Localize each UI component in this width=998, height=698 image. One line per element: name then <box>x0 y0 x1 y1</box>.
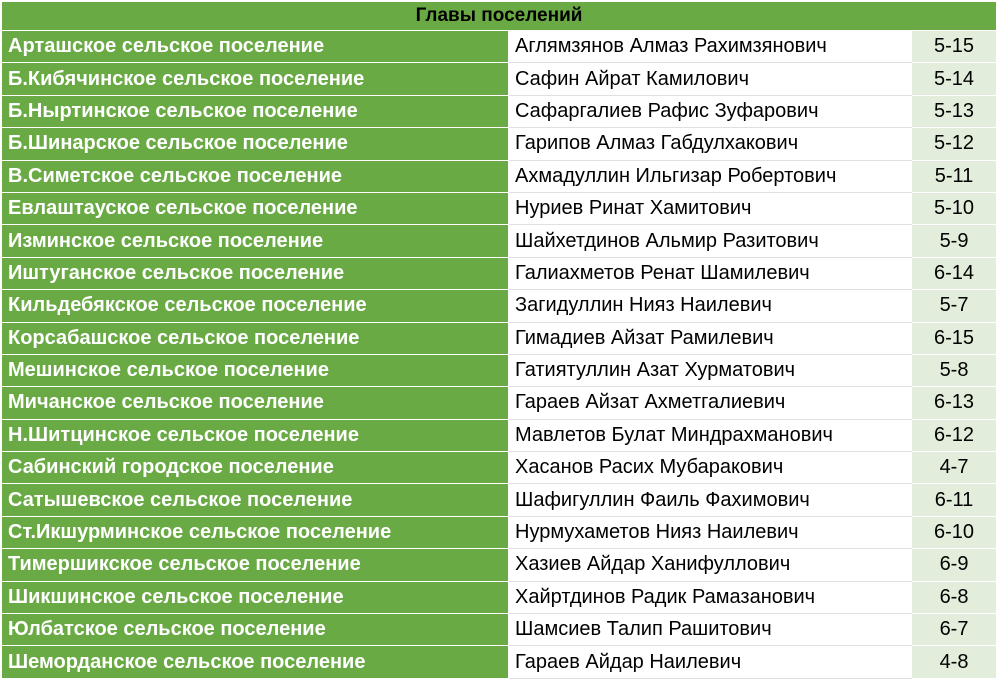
code-cell: 5-10 <box>912 192 997 224</box>
code-cell: 5-11 <box>912 160 997 192</box>
settlement-name-cell: Сабинский городское поселение <box>2 452 509 484</box>
head-name-cell: Хасанов Расих Мубаракович <box>509 452 912 484</box>
header-row <box>2 2 997 31</box>
code-cell: 6-7 <box>912 614 997 646</box>
settlement-name-cell: Изминское сельское поселение <box>2 225 509 257</box>
head-name-cell: Нуриев Ринат Хамитович <box>509 192 912 224</box>
code-cell: 5-15 <box>912 31 997 63</box>
head-name-cell: Сафин Айрат Камилович <box>509 63 912 95</box>
code-cell: 5-9 <box>912 225 997 257</box>
settlement-heads-table <box>1 1 997 679</box>
code-cell: 6-12 <box>912 419 997 451</box>
table-row <box>2 31 997 63</box>
settlement-name-cell: Мешинское сельское поселение <box>2 354 509 386</box>
code-cell: 4-8 <box>912 646 997 678</box>
table-body <box>2 2 997 679</box>
settlement-name-cell: Шикшинское сельское поселение <box>2 581 509 613</box>
code-cell: 5-13 <box>912 95 997 127</box>
table-row <box>2 354 997 386</box>
settlement-name-cell: Юлбатское сельское поселение <box>2 614 509 646</box>
head-name-cell: Гарипов Алмаз Габдулхакович <box>509 128 912 160</box>
code-cell: 6-9 <box>912 549 997 581</box>
settlement-name-cell: Тимершикское сельское поселение <box>2 549 509 581</box>
head-name-cell: Ахмадуллин Ильгизар Робертович <box>509 160 912 192</box>
settlement-name-cell: Корсабашское сельское поселение <box>2 322 509 354</box>
table-row <box>2 549 997 581</box>
table-row <box>2 581 997 613</box>
head-name-cell: Гатиятуллин Азат Хурматович <box>509 354 912 386</box>
head-name-cell: Гараев Айзат Ахметгалиевич <box>509 387 912 419</box>
head-name-cell: Шайхетдинов Альмир Разитович <box>509 225 912 257</box>
code-cell: 5-14 <box>912 63 997 95</box>
table-row <box>2 225 997 257</box>
head-name-cell: Загидуллин Нияз Наилевич <box>509 290 912 322</box>
table-row <box>2 516 997 548</box>
head-name-cell: Мавлетов Булат Миндрахманович <box>509 419 912 451</box>
settlement-name-cell: Арташское сельское поселение <box>2 31 509 63</box>
head-name-cell: Хазиев Айдар Ханифуллович <box>509 549 912 581</box>
settlement-name-cell: Мичанское сельское поселение <box>2 387 509 419</box>
table-row <box>2 484 997 516</box>
settlement-name-cell: Б.Кибячинское сельское поселение <box>2 63 509 95</box>
table-row <box>2 452 997 484</box>
settlement-name-cell: Б.Ныртинское сельское поселение <box>2 95 509 127</box>
table-row <box>2 257 997 289</box>
head-name-cell: Гараев Айдар Наилевич <box>509 646 912 678</box>
head-name-cell: Шафигуллин Фаиль Фахимович <box>509 484 912 516</box>
table-row <box>2 128 997 160</box>
table-row <box>2 160 997 192</box>
settlement-name-cell: Н.Шитцинское сельское поселение <box>2 419 509 451</box>
head-name-cell: Нурмухаметов Нияз Наилевич <box>509 516 912 548</box>
head-name-cell: Аглямзянов Алмаз Рахимзянович <box>509 31 912 63</box>
table-row <box>2 419 997 451</box>
table-title: Главы поселений <box>2 2 997 31</box>
table-row <box>2 192 997 224</box>
head-name-cell: Шамсиев Талип Рашитович <box>509 614 912 646</box>
code-cell: 5-12 <box>912 128 997 160</box>
head-name-cell: Сафаргалиев Рафис Зуфарович <box>509 95 912 127</box>
settlement-name-cell: В.Симетское сельское поселение <box>2 160 509 192</box>
code-cell: 6-15 <box>912 322 997 354</box>
settlement-name-cell: Ст.Икшурминское сельское поселение <box>2 516 509 548</box>
table-row <box>2 646 997 678</box>
settlement-name-cell: Б.Шинарское сельское поселение <box>2 128 509 160</box>
head-name-cell: Гимадиев Айзат Рамилевич <box>509 322 912 354</box>
settlement-name-cell: Шеморданское сельское поселение <box>2 646 509 678</box>
code-cell: 6-14 <box>912 257 997 289</box>
table-row <box>2 95 997 127</box>
code-cell: 6-8 <box>912 581 997 613</box>
head-name-cell: Хайртдинов Радик Рамазанович <box>509 581 912 613</box>
settlement-name-cell: Иштуганское сельское поселение <box>2 257 509 289</box>
head-name-cell: Галиахметов Ренат Шамилевич <box>509 257 912 289</box>
table-row <box>2 614 997 646</box>
code-cell: 6-11 <box>912 484 997 516</box>
settlement-name-cell: Кильдебякское сельское поселение <box>2 290 509 322</box>
code-cell: 5-7 <box>912 290 997 322</box>
table-row <box>2 387 997 419</box>
settlement-name-cell: Евлаштауское сельское поселение <box>2 192 509 224</box>
code-cell: 5-8 <box>912 354 997 386</box>
code-cell: 6-10 <box>912 516 997 548</box>
table-row <box>2 322 997 354</box>
table-row <box>2 63 997 95</box>
settlement-name-cell: Сатышевское сельское поселение <box>2 484 509 516</box>
table-row <box>2 290 997 322</box>
code-cell: 4-7 <box>912 452 997 484</box>
code-cell: 6-13 <box>912 387 997 419</box>
